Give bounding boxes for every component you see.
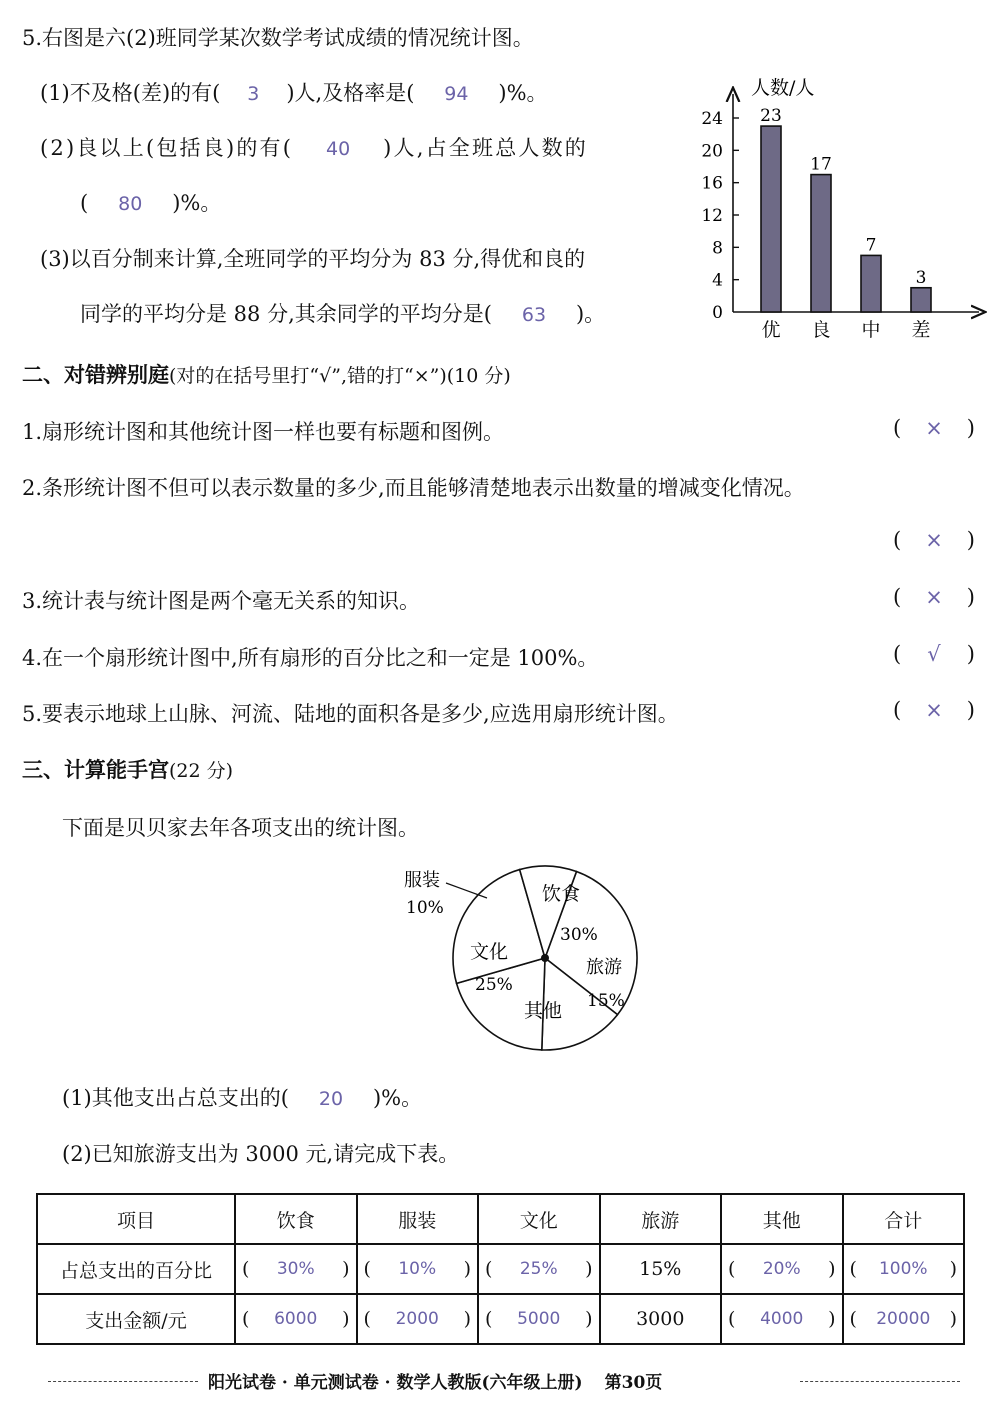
paren-close: ) [828,1258,836,1280]
section3-q2: (2)已知旅游支出为 3000 元,请完成下表。 [62,1142,460,1166]
judge-mark-5: × [925,698,943,722]
table-cell [843,1244,965,1294]
bar-value-label: 3 [915,267,927,288]
paren-open: ( [242,1308,250,1330]
answer-other-average: 63 [521,304,547,326]
bar-value-label: 17 [810,154,832,175]
table-cell [357,1294,479,1344]
q5-line2-a: (2)良以上(包括良)的有( [40,136,294,160]
paren-close: ) [585,1258,593,1280]
table-cell [721,1294,843,1344]
table-cell [357,1244,479,1294]
paren-open: ( [849,1308,857,1330]
judge-answer-2 [893,528,975,552]
judge-mark-1: × [925,416,943,440]
table-cell: 15% [600,1244,722,1294]
bar-chart-ytick-label: 12 [701,206,723,226]
pie-value-food: 30% [560,925,598,945]
section3-title: 三、计算能手宫 [22,757,169,782]
pie-label-food: 饮食 [542,883,581,905]
q5-line1-c: )%。 [498,81,548,105]
q5-line3-b: )%。 [172,191,222,215]
table-row [37,1294,964,1344]
bar-value-label: 7 [865,235,877,256]
answer-cell: 20000 [876,1309,931,1329]
q5-intro: 5.右图是六(2)班同学某次数学考试成绩的情况统计图。 [22,26,534,50]
paren-close: ) [949,1308,957,1330]
paren-close: ) [585,1308,593,1330]
bar-category-label: 良 [811,319,831,341]
paren-open: ( [893,585,902,609]
q5-line5-b: )。 [575,302,606,326]
q5-line3-a: ( [80,191,89,215]
paren-close: ) [966,528,975,552]
section2-heading [22,359,511,389]
q5-line2 [40,132,588,162]
paren-open: ( [849,1258,857,1280]
q5-line4: (3)以百分制来计算,全班同学的平均分为 83 分,得优和良的 [40,247,586,271]
paren-open: ( [728,1308,736,1330]
paren-open: ( [485,1258,493,1280]
answer-cell: 10% [398,1259,437,1279]
answer-cell: 6000 [274,1309,318,1329]
paren-close: ) [949,1258,957,1280]
judge-mark-2: × [925,528,943,552]
table-header-cell: 其他 [721,1194,843,1244]
section3-heading [22,754,233,784]
bar-1 [811,175,831,312]
footer-page-number: 第30页 [604,1373,663,1393]
row-label-amount: 支出金额/元 [37,1294,235,1344]
judge-item-5: 5.要表示地球上山脉、河流、陆地的面积各是多少,应选用扇形统计图。 [22,702,679,726]
paren-close: ) [463,1258,471,1280]
q5-line1-a: (1)不及格(差)的有( [40,81,221,105]
bar-2 [861,255,881,312]
answer-cell: 25% [519,1259,558,1279]
bar-category-label: 中 [861,319,881,341]
table-cell [235,1294,357,1344]
judge-answer-4 [893,642,975,666]
bar-chart-ytick-label: 24 [701,109,723,129]
paren-close: ) [966,642,975,666]
table-header-cell: 文化 [478,1194,600,1244]
section2-note: (对的在括号里打“√”,错的打“×”)(10 分) [169,365,511,387]
q5-line1-b: )人,及格率是( [286,81,415,105]
footer-title: 阳光试卷 · 单元测试卷 · 数学人教版(六年级上册) [208,1373,583,1393]
paren-close: ) [966,698,975,722]
paren-open: ( [893,698,902,722]
pie-label-culture: 文化 [470,941,509,963]
expense-pie-chart [390,858,650,1058]
pie-value-travel: 15% [587,991,625,1011]
bar-chart-ytick-label: 4 [712,270,723,291]
paren-open: ( [893,528,902,552]
judge-item-1: 1.扇形统计图和其他统计图一样也要有标题和图例。 [22,420,505,444]
paren-open: ( [728,1258,736,1280]
q5-line3 [80,187,221,217]
bar-chart-ytick-label: 20 [701,141,723,162]
q5-line2-b: )人,占全班总人数的 [383,136,588,160]
section3-q1 [62,1082,422,1112]
judge-item-3: 3.统计表与统计图是两个毫无关系的知识。 [22,589,421,613]
pie-label-travel: 旅游 [586,957,622,978]
clothing-leader-line [446,883,487,898]
table-header-cell: 饮食 [235,1194,357,1244]
bar-chart-ytick-label: 0 [712,303,723,323]
table-header-cell: 旅游 [600,1194,722,1244]
pie-label-other: 其他 [524,1000,563,1022]
judge-answer-3 [893,585,975,609]
bar-0 [761,126,781,312]
q5-line5 [80,298,605,328]
paren-close: ) [342,1308,350,1330]
bar-category-label: 优 [761,319,781,341]
bar-value-label: 23 [760,106,782,127]
footer-text [208,1368,662,1393]
pie-value-clothing: 10% [406,898,444,918]
table-cell [235,1244,357,1294]
table-cell [478,1294,600,1344]
table-cell: 3000 [600,1294,722,1344]
table-header-cell: 服装 [357,1194,479,1244]
answer-good-count: 40 [326,138,351,160]
paren-open: ( [242,1258,250,1280]
paren-open: ( [893,416,902,440]
row-label-percent: 占总支出的百分比 [37,1244,235,1294]
footer-divider-right [800,1381,960,1382]
paren-close: ) [966,585,975,609]
section2-title: 二、对错辨别庭 [22,362,169,387]
judge-mark-4: √ [927,642,941,666]
answer-cell: 5000 [517,1309,561,1329]
pie-label-clothing: 服装 [404,870,440,891]
bar-category-label: 差 [911,319,931,341]
paren-close: ) [342,1258,350,1280]
judge-mark-3: × [925,585,943,609]
table-cell [843,1294,965,1344]
answer-pass-rate: 94 [444,83,469,105]
section3-q1-a: (1)其他支出占总支出的( [62,1086,289,1110]
table-header-cell: 项目 [37,1194,235,1244]
answer-bad-count: 3 [247,83,260,105]
paren-close: ) [463,1308,471,1330]
answer-cell: 2000 [395,1309,439,1329]
judge-answer-5 [893,698,975,722]
table-row [37,1244,964,1294]
table-cell [478,1244,600,1294]
paren-open: ( [893,642,902,666]
answer-cell: 4000 [760,1309,804,1329]
answer-cell: 20% [762,1259,801,1279]
pie-center-dot [541,954,549,962]
paren-open: ( [363,1308,371,1330]
answer-cell: 100% [878,1259,928,1279]
section3-score: (22 分) [169,760,234,782]
bar-chart-ytick-label: 8 [712,238,723,259]
answer-other-percent: 20 [318,1088,344,1110]
section3-q1-b: )%。 [372,1086,423,1110]
q5-line5-a: 同学的平均分是 88 分,其余同学的平均分是( [80,302,492,326]
bar-chart-ytick-label: 16 [701,173,723,194]
section3-intro: 下面是贝贝家去年各项支出的统计图。 [62,816,419,840]
answer-good-percent: 80 [118,193,143,215]
pie-value-culture: 25% [475,975,513,995]
judge-item-2: 2.条形统计图不但可以表示数量的多少,而且能够清楚地表示出数量的增减变化情况。 [22,476,805,500]
paren-close: ) [828,1308,836,1330]
answer-cell: 30% [276,1259,315,1279]
table-header-row [37,1194,964,1244]
paren-open: ( [485,1308,493,1330]
paren-close: ) [966,416,975,440]
table-cell [721,1244,843,1294]
q5-line1 [40,77,548,107]
expense-table [36,1193,965,1345]
judge-answer-1 [893,416,975,440]
bar-3 [911,288,931,312]
table-header-cell: 合计 [843,1194,965,1244]
judge-item-4: 4.在一个扇形统计图中,所有扇形的百分比之和一定是 100%。 [22,646,599,670]
bar-chart-ylabel: 人数/人 [751,77,815,99]
score-bar-chart [695,70,990,345]
footer-divider-left [48,1381,198,1382]
paren-open: ( [363,1258,371,1280]
